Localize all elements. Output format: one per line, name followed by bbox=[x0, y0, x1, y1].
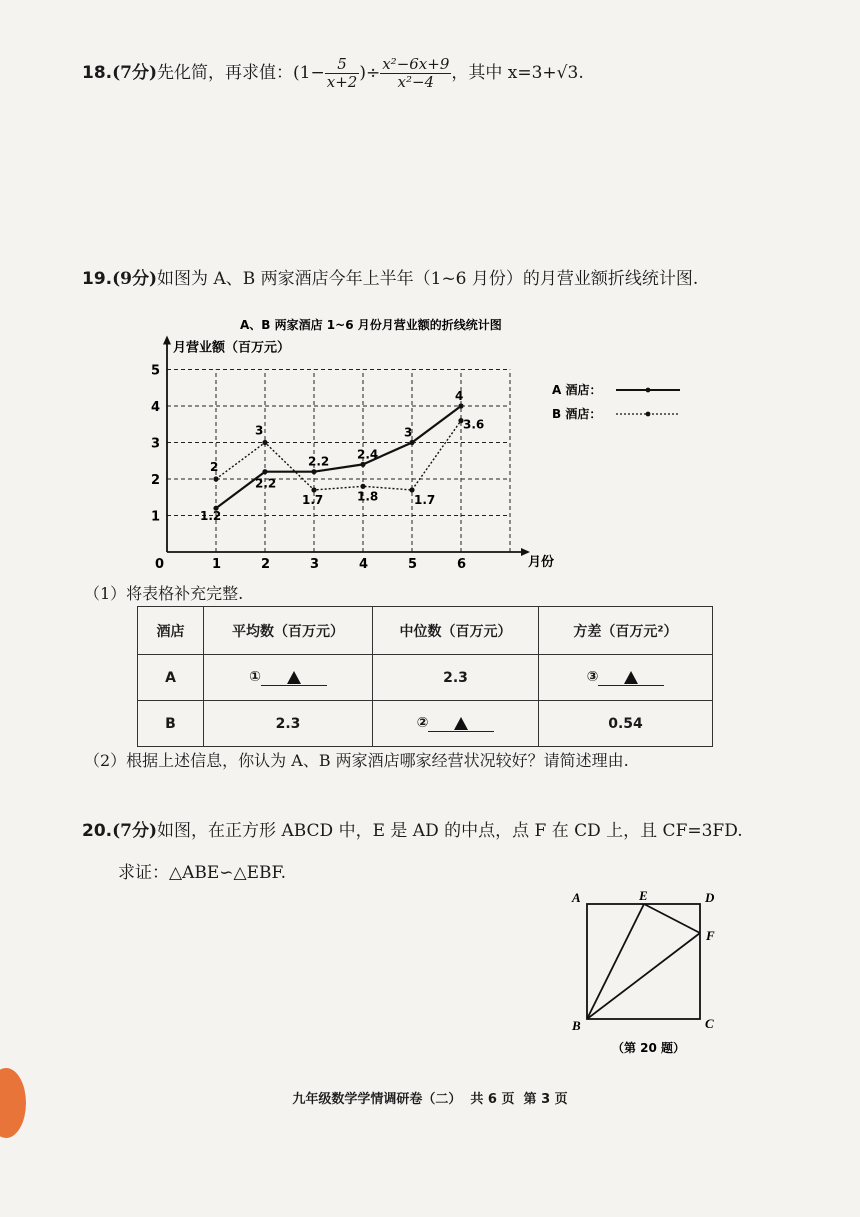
label-e: E bbox=[639, 888, 648, 903]
stats-table bbox=[137, 606, 713, 747]
data-label-b: 3.6 bbox=[463, 417, 485, 432]
chart-title: A、B 两家酒店 1~6 月份月营业额的折线统计图 bbox=[240, 318, 502, 332]
table-cell-name: B bbox=[138, 701, 204, 747]
data-label-a: 2.2 bbox=[308, 454, 330, 469]
segment-bf bbox=[587, 933, 700, 1019]
q20-score: (7分) bbox=[112, 821, 158, 841]
table-cell-median bbox=[373, 701, 539, 747]
data-point-a bbox=[409, 440, 414, 445]
x-tick-label: 5 bbox=[408, 557, 418, 572]
data-label-b: 1.7 bbox=[414, 492, 436, 507]
legend-label-b: B 酒店： bbox=[552, 407, 602, 421]
table-cell-variance bbox=[539, 655, 713, 701]
q18-fraction-2 bbox=[380, 56, 451, 91]
y-axis-label: 月营业额（百万元） bbox=[173, 340, 291, 356]
q18-text-c: ，其中 x=3+√3. bbox=[451, 63, 584, 83]
data-point-b bbox=[409, 487, 414, 492]
label-a: A bbox=[572, 890, 581, 905]
y-axis-arrow bbox=[163, 336, 171, 345]
q19-score: (9分) bbox=[112, 269, 158, 289]
table-cell-median: 2.3 bbox=[373, 655, 539, 701]
q20-number: 20. bbox=[82, 821, 113, 841]
q19-text: 如图为 A、B 两家酒店今年上半年（1~6 月份）的月营业额折线统计图. bbox=[157, 269, 699, 289]
legend-label-a: A 酒店： bbox=[552, 383, 602, 397]
data-label-b: 1.7 bbox=[302, 492, 324, 507]
data-point-a bbox=[360, 462, 365, 467]
data-point-b bbox=[262, 440, 267, 445]
table-header: 酒店 bbox=[138, 607, 204, 655]
data-label-a: 2.4 bbox=[357, 447, 379, 462]
table-cell-name: A bbox=[138, 655, 204, 701]
y-tick-label: 2 bbox=[151, 473, 161, 488]
q20-text: 如图，在正方形 ABCD 中，E 是 AD 的中点，点 F 在 CD 上，且 CF=3FD. bbox=[157, 821, 743, 841]
data-label-b: 2 bbox=[210, 460, 219, 474]
table-header: 中位数（百万元） bbox=[373, 607, 539, 655]
figure-20 bbox=[560, 880, 740, 1070]
table-cell-mean: 2.3 bbox=[204, 701, 373, 747]
blank-marker: ② bbox=[416, 715, 429, 731]
q18-frac2-numerator: x²−6x+9 bbox=[382, 55, 450, 73]
x-tick-label: 6 bbox=[457, 557, 467, 572]
answer-blank[interactable] bbox=[598, 669, 664, 686]
table-header-row bbox=[138, 607, 713, 655]
triangle-icon bbox=[287, 671, 301, 684]
question-20 bbox=[82, 820, 743, 842]
q18-frac1-denominator: x+2 bbox=[326, 73, 358, 91]
q19-number: 19. bbox=[82, 269, 113, 289]
blank-marker: ① bbox=[249, 669, 261, 685]
label-c: C bbox=[705, 1016, 714, 1031]
legend-marker-b bbox=[646, 412, 651, 417]
q18-number: 18. bbox=[82, 63, 113, 83]
triangle-icon bbox=[624, 671, 638, 684]
y-tick-label: 5 bbox=[151, 363, 161, 379]
data-label-b: 1.8 bbox=[357, 489, 379, 504]
square-abcd bbox=[587, 904, 700, 1019]
x-tick-label: 3 bbox=[310, 557, 320, 572]
origin-label: 0 bbox=[155, 557, 165, 572]
data-point-b bbox=[311, 487, 316, 492]
x-tick-label: 2 bbox=[261, 557, 271, 572]
q18-fraction-1 bbox=[325, 56, 360, 91]
data-point-a bbox=[458, 403, 463, 408]
data-point-b bbox=[360, 484, 365, 489]
x-tick-label: 1 bbox=[212, 557, 222, 572]
label-d: D bbox=[705, 890, 715, 905]
q18-text-a: 先化简，再求值：(1− bbox=[157, 63, 325, 83]
data-label-a: 4 bbox=[455, 389, 464, 403]
data-label-a: 1.2 bbox=[200, 509, 222, 524]
label-f: F bbox=[706, 928, 715, 943]
edge-stain bbox=[0, 1068, 26, 1138]
data-point-a bbox=[262, 469, 267, 474]
y-tick-label: 1 bbox=[151, 509, 161, 525]
q18-frac1-numerator: 5 bbox=[325, 56, 360, 74]
q18-score: (7分) bbox=[112, 63, 158, 83]
page-footer: 九年级数学学情调研卷（二） 共 6 页 第 3 页 bbox=[292, 1092, 568, 1107]
q20-prove: 求证：△ABE∽△EBF. bbox=[118, 863, 287, 883]
table-header: 平均数（百万元） bbox=[204, 607, 373, 655]
data-point-b bbox=[213, 476, 218, 481]
x-axis-label: 月份 bbox=[528, 555, 555, 570]
q19-part2: （2）根据上述信息，你认为 A、B 两家酒店哪家经营状况较好？请简述理由. bbox=[84, 751, 629, 770]
answer-blank[interactable] bbox=[428, 715, 494, 732]
answer-blank[interactable] bbox=[261, 669, 327, 686]
table-row bbox=[138, 655, 713, 701]
data-label-b: 3 bbox=[255, 423, 264, 438]
table-cell-mean bbox=[204, 655, 373, 701]
square-lines bbox=[587, 904, 700, 1019]
table-header: 方差（百万元²） bbox=[539, 607, 713, 655]
q18-frac2-denominator: x²−4 bbox=[397, 73, 435, 91]
question-18 bbox=[82, 56, 584, 91]
line-chart bbox=[130, 310, 730, 580]
y-tick-label: 3 bbox=[151, 436, 161, 452]
q18-text-b: )÷ bbox=[359, 63, 381, 83]
y-tick-label: 4 bbox=[151, 400, 161, 415]
legend-marker-a bbox=[646, 388, 651, 393]
segment-be bbox=[587, 904, 644, 1019]
table-row bbox=[138, 701, 713, 747]
square-figure-svg bbox=[560, 880, 740, 1070]
q19-part1: （1）将表格补充完整. bbox=[84, 584, 244, 603]
line-chart-svg bbox=[130, 310, 730, 580]
label-b: B bbox=[572, 1018, 581, 1033]
data-label-a: 3 bbox=[404, 425, 413, 440]
figure-caption: （第 20 题） bbox=[612, 1041, 686, 1055]
data-label-a: 2.2 bbox=[255, 476, 277, 491]
segment-ef bbox=[644, 904, 700, 933]
question-19 bbox=[82, 268, 698, 290]
blank-marker: ③ bbox=[586, 669, 599, 685]
table-cell-variance: 0.54 bbox=[539, 701, 713, 747]
data-point-a bbox=[311, 469, 316, 474]
x-tick-label: 4 bbox=[359, 557, 369, 572]
triangle-icon bbox=[454, 717, 468, 730]
